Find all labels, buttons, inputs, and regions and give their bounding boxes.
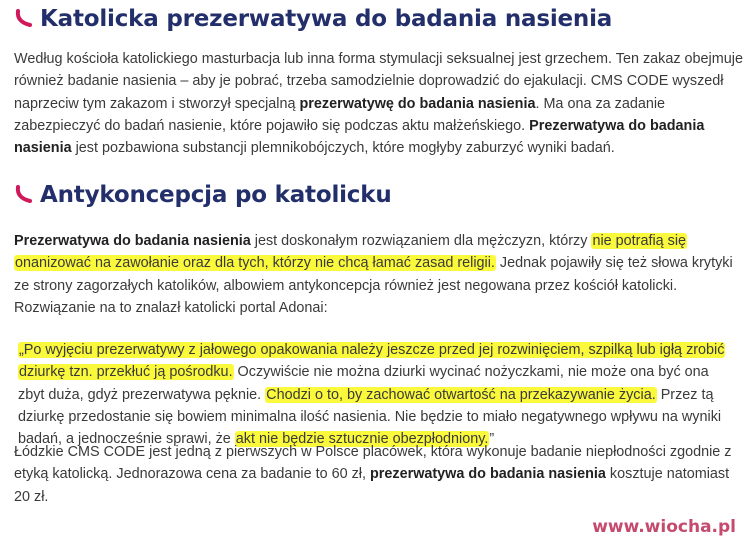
section-title-2: Antykoncepcja po katolicku	[40, 182, 392, 208]
highlighted-text: akt nie będzie sztucznie obezpłodniony.	[235, 431, 489, 448]
text: Jednak pojawiły się też słowa krytyki ze strony zagorzałych katolików, albowiem antykoncepcja również jest negowana przez kościół katolicki. Rozwiązanie na to znalazł katolicki portal Adonai:	[14, 255, 733, 316]
text: . Ma ona za zadanie zabezpieczyć do badań nasienie, które pojawiło się podczas aktu małżeńskiego.	[14, 95, 666, 134]
text: jest pozbawiona substancji plemnikobójczych, które mogłyby zaburzyć wyniki badań.	[71, 140, 615, 157]
highlighted-text: Chodzi o to, by zachować otwartość na przekazywanie życia.	[266, 386, 656, 403]
paragraph-contraception	[14, 230, 744, 319]
section-heading-2	[14, 182, 392, 208]
text: ”	[489, 431, 495, 448]
paragraph-closing	[14, 441, 744, 508]
text: Łódzkie CMS CODE jest jedną z pierwszych w Polsce placówek, która wykonuje badanie niepłodności zgodnie z etyką katolicką. Jednorazowa cena za badanie to 60 zł,	[14, 444, 732, 483]
watermark-link[interactable]: www.wiocha.pl	[592, 517, 736, 537]
bold-phrase: prezerwatywę do badania nasienia	[299, 95, 536, 112]
text: Oczywiście nie można dziurki wycinać nożyczkami, nie może ona być ona zbyt duża, gdyż prezerwatywa pęknie.	[18, 364, 709, 403]
hook-icon	[14, 184, 34, 204]
hook-icon	[14, 8, 34, 28]
bold-phrase: Prezerwatywa do badania nasienia	[14, 233, 251, 249]
highlighted-text: „Po wyjęciu prezerwatywy z jałowego opakowania należy jeszcze przed jej rozwinięciem, szpilką lub igłą zrobić dziurkę tzn. przekłuć ją pośrodku.	[19, 342, 725, 381]
text: kosztuje natomiast 20 zł.	[14, 466, 730, 505]
section-title-1: Katolicka prezerwatywa do badania nasienia	[40, 6, 613, 32]
text: Przez tą dziurkę przedostanie się bowiem minimalna ilość nasienia. Nie będzie to miało negatywnego wpływu na wyniki badań, a jednocześnie sprawi, że	[18, 386, 722, 448]
bold-phrase: Prezerwatywa do badania nasienia	[14, 117, 705, 157]
text: Według kościoła katolickiego masturbacja lub inna forma stymulacji seksualnej jest grzechem. Ten zakaz obejmuje również badanie nasienia – aby je pobrać, trzeba samodzielnie doprowadzić do ejakulacji. CMS CODE wyszedł naprzeciw tym zakazom i stworzył specjalną	[14, 51, 743, 112]
text: jest doskonałym rozwiązaniem dla mężczyzn, którzy	[250, 233, 592, 249]
highlighted-text: nie potrafią się onanizować na zawołanie oraz dla tych, którzy nie chcą łamać zasad religii.	[15, 233, 687, 272]
quote-block	[18, 339, 738, 450]
bold-phrase: prezerwatywa do badania nasienia	[370, 466, 606, 483]
paragraph-intro	[14, 48, 744, 159]
section-heading-1	[14, 6, 612, 32]
